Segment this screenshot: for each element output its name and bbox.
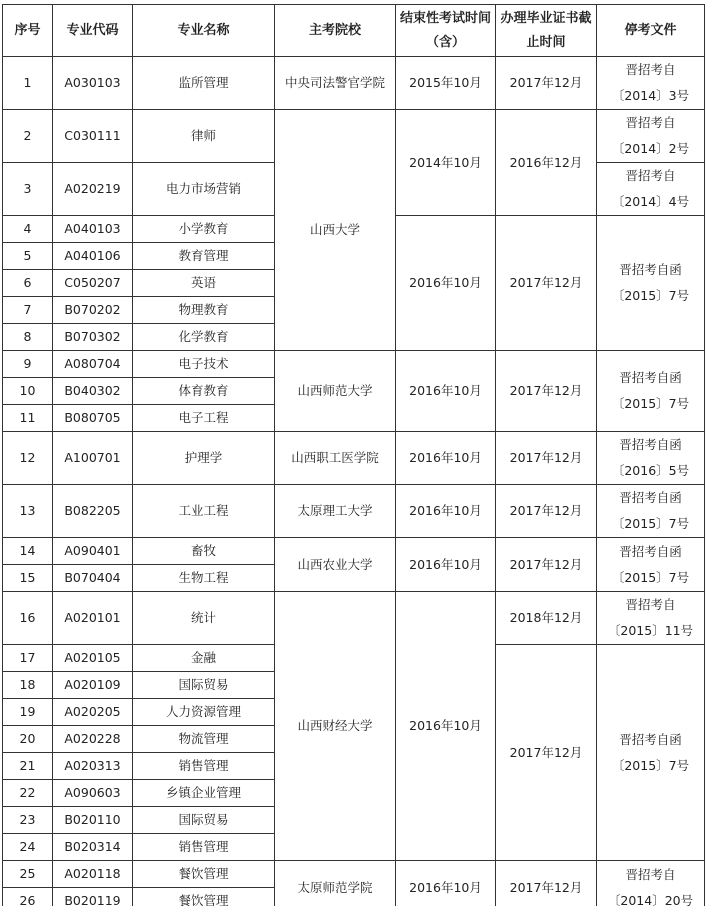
row-name: 监所管理	[133, 57, 275, 110]
row-doc	[597, 110, 705, 163]
row-seq: 1	[3, 57, 53, 110]
row-school: 中央司法警官学院	[275, 57, 396, 110]
row-name: 电力市场营销	[133, 163, 275, 216]
row-doc	[597, 592, 705, 645]
doc-line-1: 晋招考自	[625, 168, 676, 183]
row-end-time: 2016年10月	[396, 538, 496, 592]
row-cert-deadline: 2016年12月	[496, 110, 597, 216]
row-name: 教育管理	[133, 243, 275, 270]
doc-line-1: 晋招考自函	[619, 490, 682, 505]
table-row	[3, 432, 705, 485]
row-seq: 14	[3, 538, 53, 565]
row-seq: 11	[3, 405, 53, 432]
doc-line-1: 晋招考自	[625, 597, 676, 612]
row-code: A080704	[53, 351, 133, 378]
doc-line-2: 〔2014〕20号	[607, 892, 694, 906]
doc-line-2: 〔2016〕5号	[611, 463, 690, 478]
doc-line-2: 〔2015〕7号	[611, 757, 690, 773]
row-seq: 7	[3, 297, 53, 324]
row-name: 护理学	[133, 432, 275, 485]
row-seq: 20	[3, 726, 53, 753]
row-name: 畜牧	[133, 538, 275, 565]
row-school: 太原理工大学	[275, 485, 396, 538]
row-code: A090401	[53, 538, 133, 565]
row-name: 餐饮管理	[133, 888, 275, 906]
table-row	[3, 57, 705, 110]
row-code: A040103	[53, 216, 133, 243]
doc-line-1: 晋招考自函	[619, 731, 682, 747]
row-seq: 17	[3, 645, 53, 672]
row-name: 国际贸易	[133, 807, 275, 834]
row-name: 统计	[133, 592, 275, 645]
row-cert-deadline: 2017年12月	[496, 645, 597, 861]
row-cert-deadline: 2017年12月	[496, 432, 597, 485]
row-school: 太原师范学院	[275, 861, 396, 906]
row-seq: 9	[3, 351, 53, 378]
row-end-time: 2016年10月	[396, 592, 496, 861]
row-seq: 4	[3, 216, 53, 243]
header-row	[3, 5, 705, 57]
col-header-seq: 序号	[3, 5, 53, 57]
row-code: A020109	[53, 672, 133, 699]
row-cert-deadline: 2017年12月	[496, 57, 597, 110]
row-doc	[597, 351, 705, 432]
row-seq: 6	[3, 270, 53, 297]
row-code: C030111	[53, 110, 133, 163]
table-row	[3, 110, 705, 163]
row-name: 物理教育	[133, 297, 275, 324]
doc-line-2: 〔2015〕11号	[607, 623, 694, 638]
row-code: A020105	[53, 645, 133, 672]
row-name: 电子工程	[133, 405, 275, 432]
col-header-doc: 停考文件	[597, 5, 705, 57]
doc-line-1: 晋招考自函	[619, 262, 682, 277]
row-seq: 23	[3, 807, 53, 834]
doc-line-1: 晋招考自函	[619, 437, 682, 452]
row-cert-deadline: 2017年12月	[496, 351, 597, 432]
doc-line-1: 晋招考自函	[619, 370, 682, 385]
row-code: B070302	[53, 324, 133, 351]
row-seq: 18	[3, 672, 53, 699]
row-name: 金融	[133, 645, 275, 672]
doc-line-2: 〔2014〕3号	[611, 88, 690, 103]
row-seq: 19	[3, 699, 53, 726]
row-cert-deadline: 2017年12月	[496, 216, 597, 351]
doc-line-2: 〔2015〕7号	[611, 288, 690, 303]
doc-line-1: 晋招考自	[625, 62, 676, 77]
row-end-time: 2015年10月	[396, 57, 496, 110]
table-row	[3, 538, 705, 565]
doc-line-2: 〔2015〕7号	[611, 569, 690, 585]
row-code: A020118	[53, 861, 133, 888]
doc-line-2: 〔2015〕7号	[611, 396, 690, 411]
row-seq: 22	[3, 780, 53, 807]
table-row	[3, 861, 705, 888]
row-code: A020101	[53, 592, 133, 645]
row-doc	[597, 432, 705, 485]
col-header-name: 专业名称	[133, 5, 275, 57]
row-school: 山西大学	[275, 110, 396, 351]
col-header-school: 主考院校	[275, 5, 396, 57]
doc-line-2: 〔2014〕2号	[611, 141, 690, 156]
row-name: 销售管理	[133, 753, 275, 780]
row-name: 工业工程	[133, 485, 275, 538]
row-code: B020314	[53, 834, 133, 861]
row-code: A020219	[53, 163, 133, 216]
row-cert-deadline: 2017年12月	[496, 538, 597, 592]
row-school: 山西农业大学	[275, 538, 396, 592]
row-name: 化学教育	[133, 324, 275, 351]
row-end-time: 2014年10月	[396, 110, 496, 216]
doc-line-1: 晋招考自	[625, 115, 676, 130]
row-code: C050207	[53, 270, 133, 297]
col-header-cert-deadline: 办理毕业证书截止时间	[496, 5, 597, 57]
doc-line-2: 〔2015〕7号	[611, 516, 690, 531]
row-cert-deadline: 2017年12月	[496, 485, 597, 538]
row-seq: 8	[3, 324, 53, 351]
row-end-time: 2016年10月	[396, 432, 496, 485]
row-name: 物流管理	[133, 726, 275, 753]
row-doc	[597, 57, 705, 110]
row-doc	[597, 485, 705, 538]
table-row	[3, 592, 705, 645]
row-school: 山西职工医学院	[275, 432, 396, 485]
row-seq: 15	[3, 565, 53, 592]
row-name: 餐饮管理	[133, 861, 275, 888]
row-code: A040106	[53, 243, 133, 270]
table-row	[3, 351, 705, 378]
row-name: 生物工程	[133, 565, 275, 592]
row-doc	[597, 538, 705, 592]
row-end-time: 2016年10月	[396, 351, 496, 432]
row-name: 体育教育	[133, 378, 275, 405]
table-row	[3, 485, 705, 538]
doc-line-2: 〔2014〕4号	[611, 194, 690, 209]
row-cert-deadline: 2017年12月	[496, 861, 597, 906]
row-code: B020119	[53, 888, 133, 906]
row-code: B020110	[53, 807, 133, 834]
row-code: B080705	[53, 405, 133, 432]
row-name: 英语	[133, 270, 275, 297]
row-name: 小学教育	[133, 216, 275, 243]
row-doc	[597, 861, 705, 906]
row-code: A030103	[53, 57, 133, 110]
row-code: A020205	[53, 699, 133, 726]
row-seq: 12	[3, 432, 53, 485]
row-school: 山西财经大学	[275, 592, 396, 861]
row-end-time: 2016年10月	[396, 485, 496, 538]
row-end-time: 2016年10月	[396, 216, 496, 351]
row-name: 乡镇企业管理	[133, 780, 275, 807]
row-seq: 3	[3, 163, 53, 216]
row-name: 电子技术	[133, 351, 275, 378]
row-seq: 26	[3, 888, 53, 906]
row-code: A090603	[53, 780, 133, 807]
row-end-time: 2016年10月	[396, 861, 496, 906]
row-doc	[597, 216, 705, 351]
row-code: B082205	[53, 485, 133, 538]
row-seq: 16	[3, 592, 53, 645]
row-name: 销售管理	[133, 834, 275, 861]
doc-line-1: 晋招考自	[625, 866, 676, 882]
row-name: 律师	[133, 110, 275, 163]
row-name: 人力资源管理	[133, 699, 275, 726]
row-seq: 10	[3, 378, 53, 405]
row-seq: 25	[3, 861, 53, 888]
row-code: B040302	[53, 378, 133, 405]
row-school: 山西师范大学	[275, 351, 396, 432]
row-doc	[597, 163, 705, 216]
row-code: A020313	[53, 753, 133, 780]
row-cert-deadline: 2018年12月	[496, 592, 597, 645]
row-seq: 24	[3, 834, 53, 861]
row-name: 国际贸易	[133, 672, 275, 699]
row-code: A020228	[53, 726, 133, 753]
col-header-code: 专业代码	[53, 5, 133, 57]
row-doc	[597, 645, 705, 861]
row-code: B070404	[53, 565, 133, 592]
exam-suspension-table	[2, 4, 705, 906]
col-header-end-time: 结束性考试时间（含）	[396, 5, 496, 57]
row-code: A100701	[53, 432, 133, 485]
doc-line-1: 晋招考自函	[619, 543, 682, 559]
row-seq: 13	[3, 485, 53, 538]
row-code: B070202	[53, 297, 133, 324]
row-seq: 21	[3, 753, 53, 780]
row-seq: 5	[3, 243, 53, 270]
row-seq: 2	[3, 110, 53, 163]
